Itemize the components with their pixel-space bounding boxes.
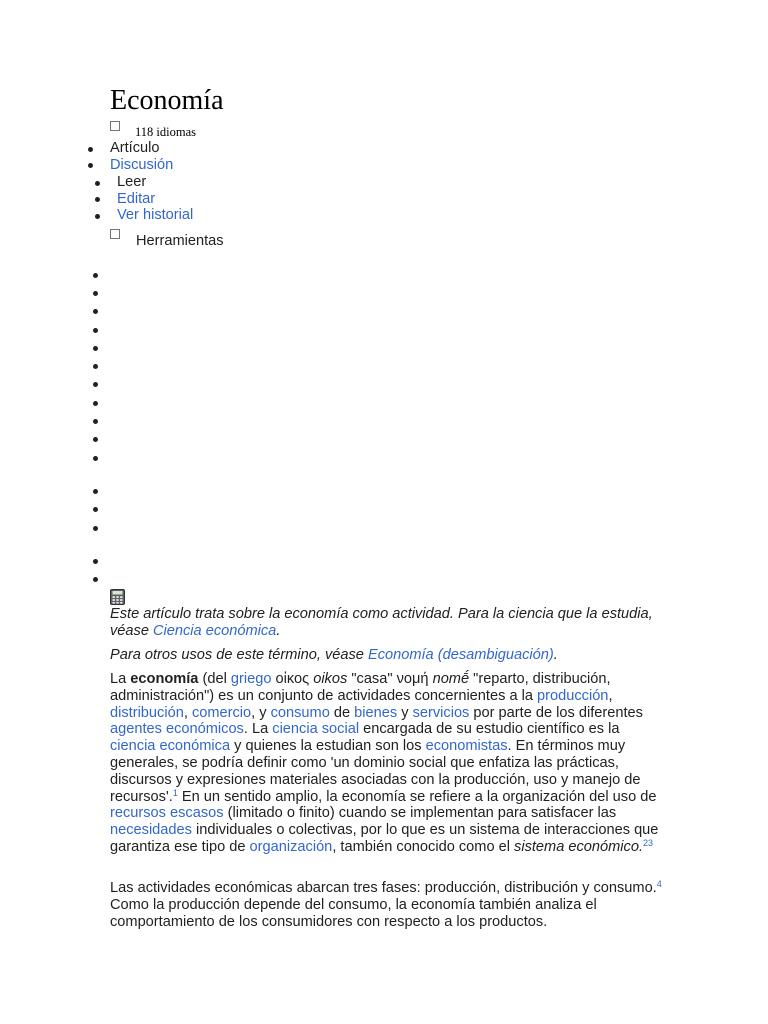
text-run: "reparto, distribución, administración") es un conjunto de actividades concernientes a la (110, 671, 611, 704)
citation-ref[interactable]: 4 (656, 879, 662, 889)
list-item (93, 489, 98, 494)
list-item (93, 526, 98, 531)
article-link[interactable]: griego (230, 671, 272, 687)
hatnote-text: Para otros usos de este término, véase (110, 647, 368, 663)
tools-menu-button[interactable]: Herramientas (136, 233, 224, 249)
article-link[interactable]: ciencia social (272, 721, 360, 738)
article-link[interactable]: bienes (354, 704, 398, 721)
text-run: y quienes la estudian son los (230, 738, 426, 755)
text-run: "casa" νομή (347, 671, 433, 687)
text-run: , (608, 687, 613, 704)
article-paragraph (110, 671, 662, 856)
list-item (93, 346, 98, 351)
tab-history[interactable] (117, 207, 193, 224)
list-item (93, 309, 98, 314)
view-tabs (117, 174, 193, 224)
hatnote-article-scope (110, 606, 662, 640)
list-item (93, 559, 98, 564)
text-run: (del (198, 671, 231, 687)
text-run: οἰκος (271, 671, 314, 687)
hatnote-text: Este artículo trata sobre la economía como actividad. Para la ciencia que la estudia, véase (110, 606, 653, 639)
tab-discussion[interactable] (110, 157, 173, 174)
hatnote-disambiguation (110, 647, 662, 664)
hatnote-link-disambiguation[interactable]: Economía (desambiguación) (367, 647, 554, 663)
list-item (93, 577, 98, 582)
language-toggle-checkbox[interactable] (110, 121, 120, 131)
page-title: Economía (110, 85, 224, 116)
tab-read-label: Leer (117, 174, 147, 190)
tab-article-label: Artículo (110, 140, 160, 156)
tab-article[interactable] (110, 140, 173, 157)
bold-term: economía (130, 671, 199, 687)
text-run: , y (251, 704, 271, 721)
text-run: encargada de su estudio científico es la (359, 721, 620, 738)
list-item (93, 382, 98, 387)
article-link[interactable]: ciencia económica (110, 738, 231, 755)
article-link[interactable]: agentes económicos (110, 721, 244, 738)
text-run: , (183, 704, 192, 721)
list-item (93, 401, 98, 406)
article-link[interactable]: consumo (270, 704, 330, 721)
text-run: de (329, 704, 355, 721)
text-run: Como la producción depende del consumo, la economía también analiza el comportamiento de los consumidores con respecto a los productos. (110, 896, 597, 930)
italic-term: . (638, 838, 644, 855)
article-link[interactable]: economistas (425, 738, 508, 755)
text-run: En un sentido amplio, la economía se refiere a la organización del uso de (177, 788, 657, 805)
hatnote-link-ciencia-economica[interactable]: Ciencia económica (153, 622, 277, 639)
namespace-tabs (110, 140, 173, 173)
hatnote-end: . (553, 647, 558, 663)
list-item (93, 437, 98, 442)
list-item (93, 364, 98, 369)
article-link[interactable]: producción (537, 687, 609, 704)
article-link[interactable]: recursos escasos (110, 805, 224, 822)
italic-term: nomḗ (432, 671, 470, 687)
text-run: y (397, 704, 413, 721)
tab-read[interactable] (117, 174, 193, 191)
text-run: (limitado o finito) cuando se implementan para satisfacer las (223, 805, 617, 822)
article-paragraph (110, 880, 662, 930)
list-item (93, 328, 98, 333)
tab-edit-link[interactable]: Editar (117, 190, 156, 207)
italic-term: sistema económico (514, 838, 639, 855)
list-item (93, 456, 98, 461)
text-run: . La (243, 721, 273, 738)
hatnote-end: . (276, 622, 281, 639)
list-item (93, 291, 98, 296)
text-run: . En términos muy generales, se podría definir como 'un dominio social que enfatiza las prácticas, discursos y expresiones materiales asociadas con la producción, uso y manejo de recursos'. (110, 738, 641, 805)
tab-history-link[interactable]: Ver historial (117, 207, 194, 224)
tab-edit[interactable] (117, 191, 193, 208)
citation-ref[interactable]: 1 (172, 787, 178, 798)
article-link[interactable]: necesidades (110, 822, 192, 839)
list-item (93, 273, 98, 278)
tab-discussion-link[interactable]: Discusión (110, 156, 174, 173)
citation-ref[interactable]: 23 (643, 837, 654, 848)
article-link[interactable]: distribución (110, 704, 184, 721)
italic-term: oikos (313, 671, 348, 687)
article-link[interactable]: servicios (412, 704, 470, 721)
text-run: La (110, 671, 131, 687)
text-run: por parte de los diferentes (469, 704, 643, 721)
article-link[interactable]: comercio (191, 704, 252, 721)
text-run: , también conocido como el (332, 838, 515, 855)
tools-toggle-checkbox[interactable] (110, 229, 120, 239)
languages-button[interactable]: 118 idiomas (135, 125, 196, 139)
text-run: Las actividades económicas abarcan tres fases: producción, distribución y consumo. (110, 880, 657, 896)
article-link[interactable]: organización (249, 838, 333, 855)
list-item (93, 507, 98, 512)
list-item (93, 419, 98, 424)
text-run: individuales o colectivas, por lo que es un sistema de interacciones que garantiza ese tipo de (110, 822, 659, 855)
